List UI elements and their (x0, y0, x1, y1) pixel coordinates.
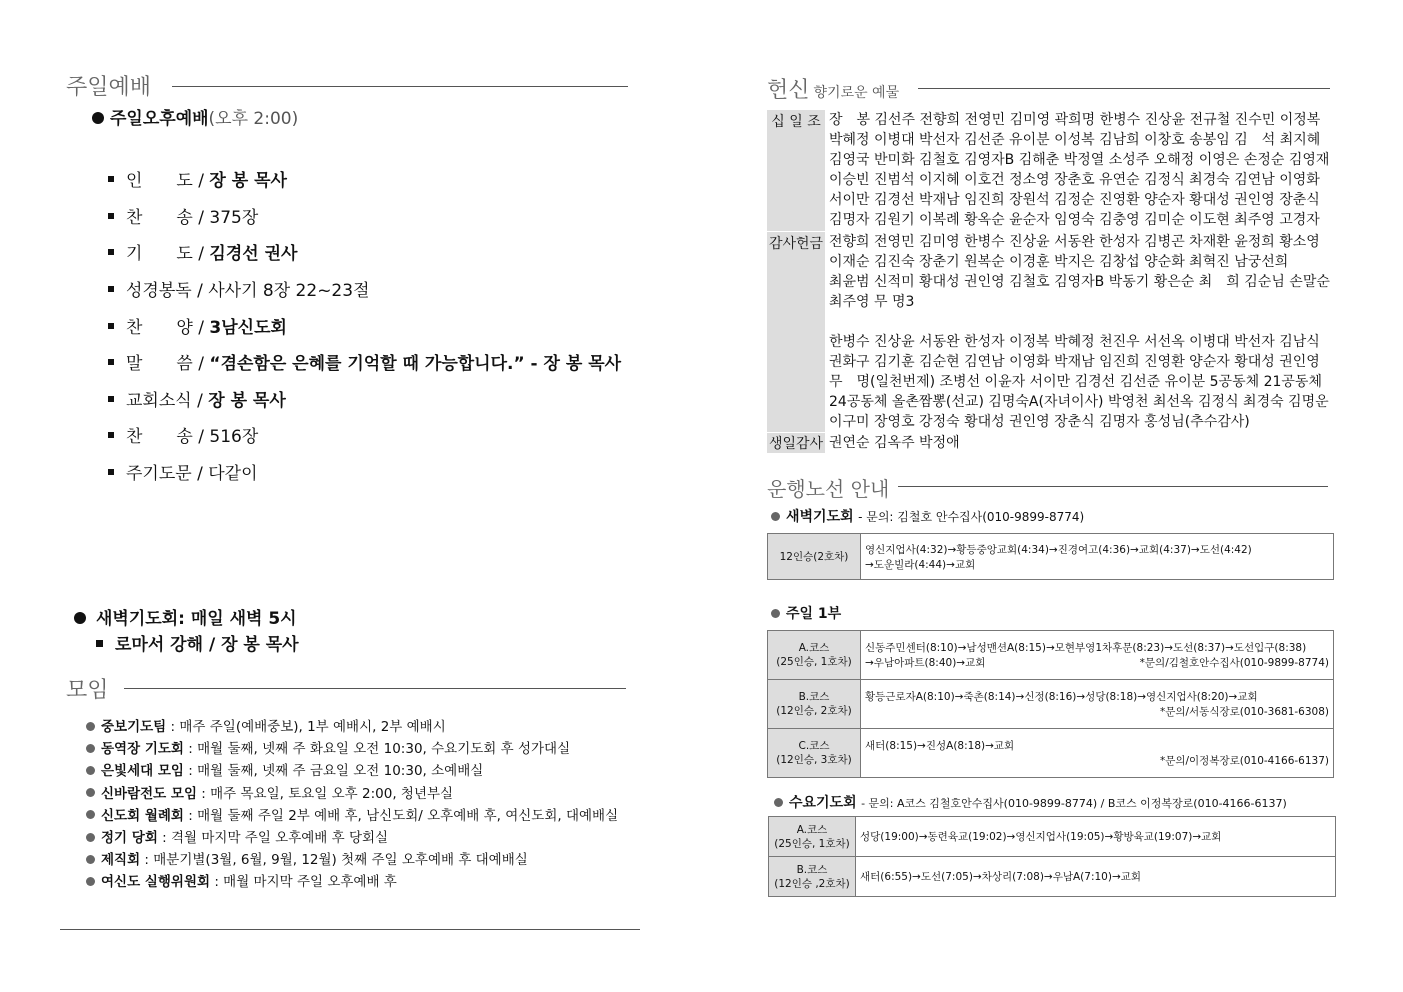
routes-title: 운행노선 안내 (767, 477, 890, 501)
routes-title-rule (898, 486, 1328, 487)
name-line: 이구미 장영호 강정숙 황대성 권인영 장춘식 김명자 홍성님(추수감사) (829, 414, 1250, 430)
dawn-route-name: 새벽기도회 (786, 509, 854, 525)
route-path (861, 631, 1334, 680)
order-item (108, 422, 258, 447)
bullet-icon (86, 788, 95, 797)
separator: : (166, 719, 180, 735)
separator: / (192, 318, 210, 338)
separator: / (192, 354, 210, 374)
route-course: B.코스 (798, 691, 830, 703)
meeting-desc: 매주 목요일, 토요일 오후 2:00, 청년부실 (210, 785, 454, 802)
route-label: 12인승(2호차) (768, 534, 861, 580)
bullet-icon (771, 609, 780, 618)
route-vehicle: (25인승, 1호차) (776, 656, 852, 668)
dawn-prayer-sub-text: 로마서 강해 / 장 봉 목사 (115, 635, 299, 655)
meeting-item (86, 848, 528, 868)
meeting-name: 은빛세대 모임 (101, 763, 184, 780)
order-item (108, 313, 287, 338)
route-path (861, 729, 1334, 778)
birthday-label (767, 433, 825, 453)
meeting-desc: 매월 둘째 주일 2부 예배 후, 남신도회/ 오후예배 후, 여신도회, 대예배실 (197, 807, 619, 824)
route-line: 영신지업사(4:32)→황등중앙교회(4:34)→진경여고(4:36)→교회(4:37)→도선(4:42) (865, 543, 1252, 556)
order-value: 장 봉 목사 (209, 171, 287, 191)
table-row (768, 680, 1334, 729)
offering-title-text: 헌신 (767, 78, 810, 103)
square-bullet-icon (108, 176, 114, 182)
tithe-names (829, 110, 1344, 230)
route-path: 새터(6:55)→도선(7:05)→차상리(7:08)→우남A(7:10)→교회 (856, 857, 1336, 897)
meeting-name: 제직회 (101, 852, 141, 869)
bullet-icon (86, 877, 95, 886)
route-contact: *문의/서동식장로(010-3681-6308) (1159, 706, 1329, 718)
meeting-item (86, 870, 397, 890)
order-item (108, 166, 287, 191)
order-value: 장 봉 목사 (208, 391, 286, 411)
wed-route-contact: - 문의: A코스 김철호안수집사(010-9899-8774) / B코스 이정복장로(010-4166-6137) (861, 797, 1287, 810)
name-line: 전향희 전영민 김미영 한병수 진상윤 서동완 한성자 김병곤 차재환 윤정희 황소영 (829, 234, 1320, 250)
order-label: 찬 송 (126, 427, 193, 447)
thanks-label (767, 232, 825, 432)
separator: / (191, 281, 209, 301)
name-line: 권화구 김기훈 김순현 김연남 이영화 박재남 임진희 진영환 양순자 황대성 권인영 (829, 354, 1320, 370)
bullet-icon (86, 722, 95, 731)
table-row (768, 534, 1334, 580)
route-line: →도운빌라(4:44)→교회 (865, 558, 976, 571)
order-value: 다같이 (208, 464, 258, 484)
meeting-name: 중보기도팀 (101, 719, 167, 735)
order-value: 516장 (209, 427, 259, 447)
route-label (768, 680, 861, 729)
order-label: 찬 양 (126, 318, 193, 338)
order-value: 3남신도회 (209, 318, 287, 338)
bullet-icon (86, 810, 95, 819)
sunday1-route-name: 주일 1부 (786, 606, 842, 622)
route-path (861, 534, 1334, 580)
separator: : (183, 741, 198, 758)
order-item (108, 239, 297, 264)
thanks-names (829, 232, 1344, 432)
order-item (108, 349, 621, 374)
meeting-desc: 매월 마지막 주일 오후예배 후 (223, 874, 397, 891)
order-item (108, 459, 258, 484)
route-vehicle: (25인승, 1호차) (774, 837, 850, 850)
sunday-title-rule (172, 86, 628, 87)
separator: / (192, 171, 210, 191)
order-item (108, 276, 370, 301)
bullet-icon (86, 744, 95, 753)
meeting-name: 정기 당회 (101, 830, 158, 846)
table-row (768, 631, 1334, 680)
meeting-desc: 격월 마지막 주일 오후예배 후 당회실 (171, 830, 389, 846)
order-label: 말 씀 (126, 354, 193, 374)
meeting-name: 신도회 월례회 (101, 807, 184, 824)
birthday-label-text: 생일감사 (768, 436, 824, 452)
order-label: 성경봉독 (126, 281, 192, 301)
square-bullet-icon (108, 323, 114, 329)
offering-subtitle: 향기로운 예물 (813, 85, 900, 101)
table-row (768, 729, 1334, 778)
route-line: →우남아파트(8:40)→교회 (865, 657, 986, 669)
bullet-icon (771, 512, 780, 521)
bullet-icon (74, 612, 86, 624)
dawn-route-table (767, 533, 1334, 580)
order-item (108, 203, 258, 228)
square-bullet-icon (108, 249, 114, 255)
separator: / (192, 427, 210, 447)
separator: : (183, 763, 198, 780)
route-vehicle: (12인승, 3호차) (776, 754, 852, 766)
tithe-label-text: 십 일 조 (771, 114, 821, 130)
dawn-route-contact: - 문의: 김철호 안수집사(010-9899-8774) (858, 510, 1085, 524)
meetings-title: 모임 (66, 678, 109, 703)
square-bullet-icon (108, 286, 114, 292)
route-course: C.코스 (798, 740, 830, 752)
meeting-desc: 매분기별(3월, 6월, 9월, 12월) 첫째 주일 오후예배 후 대예배실 (153, 852, 528, 869)
bullet-icon (92, 112, 104, 124)
meeting-item (86, 759, 483, 779)
bullet-icon (774, 798, 783, 807)
name-line: 최윤범 신적미 황대성 권인영 김철호 김영자B 박동기 황은순 최 희 김순님 손말순 (829, 274, 1330, 290)
square-bullet-icon (108, 432, 114, 438)
square-bullet-icon (108, 396, 114, 402)
birthday-names (829, 433, 1344, 453)
service-time: (오후 2:00) (208, 109, 299, 129)
meeting-name: 동역장 기도회 (101, 741, 184, 758)
thanks-label-text: 감사헌금 (768, 236, 824, 252)
separator: / (191, 464, 209, 484)
wed-route-name: 수요기도회 (789, 795, 857, 811)
meeting-item (86, 715, 446, 735)
offering-title (767, 73, 899, 104)
sunday1-route-heading (771, 603, 841, 623)
name-line: 서이만 김경선 박재남 임진희 장원석 김정순 진영환 양순자 황대성 권인영 장춘식 (829, 192, 1320, 208)
bottom-rule (60, 929, 640, 930)
meeting-desc: 매월 둘째, 넷째 주 금요일 오전 10:30, 소예배실 (197, 763, 484, 780)
order-item (108, 386, 286, 411)
order-label: 인 도 (126, 171, 193, 191)
dawn-prayer-title: 새벽기도회: 매일 새벽 5시 (96, 609, 297, 629)
route-vehicle: (12인승, 2호차) (776, 705, 852, 717)
name-line (829, 312, 1344, 332)
order-value: 사사기 8장 22~23절 (208, 281, 370, 301)
afternoon-service-heading (92, 104, 298, 129)
dawn-route-heading (771, 506, 1084, 526)
route-course: A.코스 (796, 823, 828, 836)
meeting-item (86, 737, 570, 757)
order-label: 찬 송 (126, 208, 193, 228)
order-value: “겸손함은 은혜를 기억할 때 가능합니다.” - 장 봉 목사 (209, 354, 622, 374)
meeting-desc: 매주 주일(예배중보), 1부 예배시, 2부 예배시 (179, 719, 446, 735)
wed-route-table (768, 816, 1336, 897)
order-label: 기 도 (126, 244, 193, 264)
meeting-item (86, 804, 618, 824)
name-line: 무 명(일천번제) 조병선 이윤자 서이만 김경선 김선준 유이분 5공동체 21공동체 (829, 374, 1322, 390)
name-line: 한병수 진상윤 서동완 한성자 이정복 박혜정 천진우 서선옥 이병대 박선자 김남식 (829, 334, 1320, 350)
route-label (768, 729, 861, 778)
separator: : (183, 807, 198, 824)
name-line: 24공동체 올촌짬뽕(선교) 김명숙A(자녀이사) 박영천 최선옥 김정식 최경숙 김명운 (829, 394, 1329, 410)
birthday-line: 권연순 김옥주 박정애 (829, 435, 960, 451)
sunday-title: 주일예배 (66, 75, 152, 100)
sunday1-route-table (767, 630, 1334, 778)
route-line: 신동주민센터(8:10)→남성맨션A(8:15)→모현부영1차후문(8:23)→도선(8:37)→도선입구(8:38) (865, 642, 1307, 654)
meeting-item (86, 782, 453, 802)
separator: : (210, 874, 224, 891)
route-line: 새터(8:15)→진성A(8:18)→교회 (865, 740, 1015, 752)
square-bullet-icon (108, 469, 114, 475)
wed-route-heading (774, 792, 1287, 812)
name-line: 박혜정 이병대 박선자 김선준 유이분 이성복 김남희 이창호 송봉임 김 석 최지혜 (829, 132, 1321, 148)
meeting-name: 여신도 실행위원회 (101, 874, 211, 891)
offering-title-rule (918, 88, 1330, 89)
order-value: 375장 (209, 208, 259, 228)
bullet-icon (86, 766, 95, 775)
table-row (769, 857, 1336, 897)
route-line: 황등근로자A(8:10)→죽촌(8:14)→신정(8:16)→성당(8:18)→영신지업사(8:20)→교회 (865, 691, 1258, 703)
route-label (769, 857, 856, 897)
name-line: 최주영 무 명3 (829, 294, 915, 310)
meeting-desc: 매월 둘째, 넷째 주 화요일 오전 10:30, 수요기도회 후 성가대실 (197, 741, 571, 758)
order-label: 주기도문 (126, 464, 192, 484)
route-label (768, 631, 861, 680)
meeting-name: 신바람전도 모임 (101, 785, 197, 802)
bullet-icon (86, 855, 95, 864)
route-path: 성당(19:00)→동련육교(19:02)→영신지업사(19:05)→황방육교(19:07)→교회 (856, 817, 1336, 857)
order-label: 교회소식 (126, 391, 192, 411)
tithe-label (767, 110, 825, 231)
order-value: 김경선 권사 (209, 244, 298, 264)
route-contact: *문의/이정복장로(010-4166-6137) (1159, 755, 1329, 767)
meetings-title-rule (124, 688, 626, 689)
name-line: 장 봉 김선주 전향희 전영민 김미영 곽희명 한병수 진상윤 전규철 진수민 이정복 (829, 112, 1321, 128)
name-line: 김영국 반미화 김철호 김영자B 김해춘 박정열 소성주 오해정 이영은 손정순 김영재 (829, 152, 1330, 168)
route-label (769, 817, 856, 857)
square-bullet-icon (96, 640, 103, 647)
separator: / (191, 391, 209, 411)
table-row (769, 817, 1336, 857)
service-name: 주일오후예배 (110, 109, 209, 129)
meeting-item (86, 826, 388, 846)
separator: / (192, 208, 210, 228)
name-line: 이승빈 진범석 이지혜 이호건 정소영 장춘호 유연순 김정식 최경숙 김연남 이영화 (829, 172, 1320, 188)
route-path (861, 680, 1334, 729)
dawn-prayer-sub (96, 630, 299, 655)
bullet-icon (86, 833, 95, 842)
square-bullet-icon (108, 359, 114, 365)
square-bullet-icon (108, 213, 114, 219)
name-line: 이재순 김진숙 장춘기 원복순 이경훈 박지은 김창섭 양순화 최혁진 남궁선희 (829, 254, 1289, 270)
route-vehicle: (12인승 ,2호차) (774, 877, 850, 890)
route-course: B.코스 (796, 863, 828, 876)
separator: : (157, 830, 172, 846)
route-contact: *문의/김철호안수집사(010-9899-8774) (1139, 657, 1329, 669)
separator: : (140, 852, 154, 869)
dawn-prayer-heading (74, 604, 297, 629)
separator: / (192, 244, 210, 264)
name-line: 김명자 김원기 이복례 황옥순 윤순자 임영숙 김충영 김미순 이도현 최주영 고경자 (829, 212, 1320, 228)
separator: : (197, 785, 211, 802)
route-course: A.코스 (798, 642, 830, 654)
